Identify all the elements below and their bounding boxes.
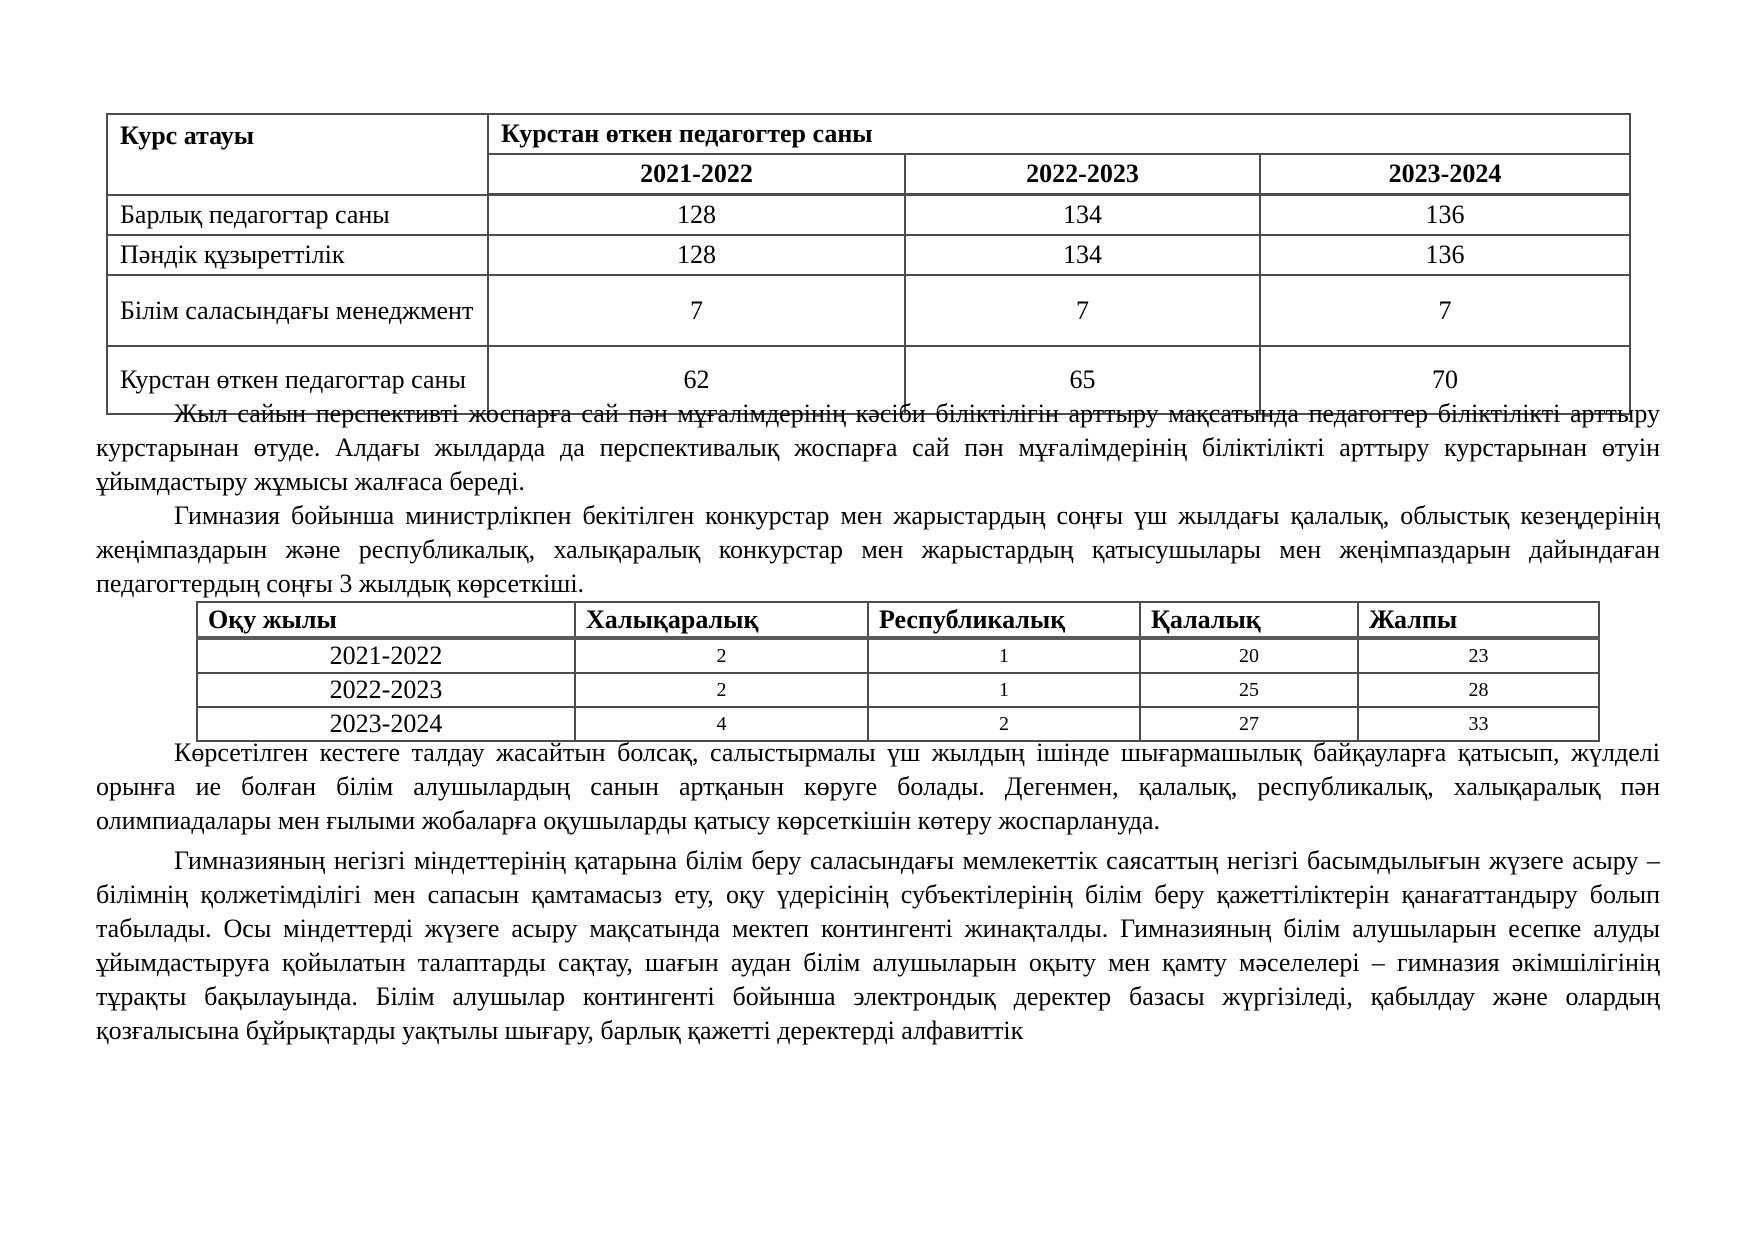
contests-table [196, 601, 1600, 742]
table-row [197, 638, 1599, 673]
table2-year-cell: 2021-2022 [197, 638, 575, 673]
table1-corner-header: Курс атауы [107, 114, 488, 195]
table1-cell: 134 [905, 195, 1260, 236]
table1-row-label: Курстан өткен педагогтар саны [107, 346, 488, 414]
table2-cell: 25 [1140, 673, 1358, 707]
table2-column-header: Оқу жылы [197, 602, 575, 638]
table2-cell: 28 [1358, 673, 1599, 707]
table2-year-cell: 2023-2024 [197, 707, 575, 741]
table1-group-header: Курстан өткен педагогтер саны [488, 114, 1630, 154]
table1-cell: 62 [488, 346, 905, 414]
table2-cell: 1 [868, 638, 1140, 673]
table1-cell: 7 [1260, 275, 1630, 346]
paragraph-contests-intro: Гимназия бойынша министрлікпен бекітілген конкурстар мен жарыстардың соңғы үш жылдағы қалалық, облыстық кезеңдерінің жеңімпаздарын және республикалық, халықаралық конкурстар мен жарыстардың қатысушылары мен жеңімпаздарын дайындаған педагогтердың соңғы 3 жылдық көрсеткіші. [96, 501, 1660, 598]
table2-cell: 2 [575, 673, 868, 707]
table1-year-header: 2023-2024 [1260, 154, 1630, 195]
table-row [107, 195, 1630, 236]
paragraph-table-analysis: Көрсетілген кестеге талдау жасайтын болсақ, салыстырмалы үш жылдың ішінде шығармашылық байқауларға қатысып, жүлделі орынға ие болған білім алушылардың санын артқанын көруге болады. Дегенмен, қалалық, республикалық, халықаралық пән олимпиадалары мен ғылыми жобаларға оқушыларды қатысу көрсеткішін көтеру жоспарлануда. [96, 738, 1660, 835]
table2-cell: 2 [868, 707, 1140, 741]
text-block-courses [96, 397, 1660, 601]
table-row [107, 235, 1630, 275]
table-row [197, 673, 1599, 707]
courses-table [106, 113, 1631, 415]
table2-cell: 33 [1358, 707, 1599, 741]
table1-row-label: Пәндік құзыреттілік [107, 235, 488, 275]
table2-column-header: Халықаралық [575, 602, 868, 638]
table2-cell: 2 [575, 638, 868, 673]
paragraph-gymnasium-tasks: Гимназияның негізгі міндеттерінің қатарына білім беру саласындағы мемлекеттік саясаттың негізгі басымдылығын жүзеге асыру – білімнің қолжетімділігі мен сапасын қамтамасыз ету, оқу үдерісінің субъектілерінің білім беру қажеттіліктерін қанағаттандыру болып табылады. Осы міндеттерді жүзеге асыру мақсатында мектеп контингенті жинақталды. Гимназияның білім алушыларын есепке алуды ұйымдастыруға қойылатын талаптарды сақтау, шағын аудан білім алушыларын оқыту мен қамту мәселелері – гимназия әкімшілігінің тұрақты бақылауында. Білім алушылар контингенті бойынша электрондық деректер базасы жүргізіледі, қабылдау және олардың қозғалысына бұйрықтарды уақтылы шығару, барлық қажетті деректерді алфавиттік [96, 846, 1660, 1045]
table2-header-row [197, 602, 1599, 638]
text-block-analysis [96, 736, 1660, 1048]
table2-cell: 27 [1140, 707, 1358, 741]
table-row [107, 275, 1630, 346]
table2-column-header: Республикалық [868, 602, 1140, 638]
table1-cell: 7 [905, 275, 1260, 346]
table2-cell: 20 [1140, 638, 1358, 673]
table1-cell: 136 [1260, 195, 1630, 236]
table1-header-row [107, 114, 1630, 154]
table2-cell: 1 [868, 673, 1140, 707]
table2-year-cell: 2022-2023 [197, 673, 575, 707]
table1-cell: 70 [1260, 346, 1630, 414]
table1-row-label: Білім саласындағы менеджмент [107, 275, 488, 346]
table1-year-header: 2022-2023 [905, 154, 1260, 195]
table1-cell: 65 [905, 346, 1260, 414]
table1-cell: 134 [905, 235, 1260, 275]
table1-year-header: 2021-2022 [488, 154, 905, 195]
table2-cell: 23 [1358, 638, 1599, 673]
table2-column-header: Қалалық [1140, 602, 1358, 638]
table1-cell: 128 [488, 235, 905, 275]
table1-row-label: Барлық педагогтар саны [107, 195, 488, 236]
paragraph-training-courses: Жыл сайын перспективті жоспарға сай пән мұғалімдерінің кәсіби біліктілігін арттыру мақсатында педагогтер біліктілікті арттыру курстарынан өтуде. Алдағы жылдарда да перспективалық жоспарға сай пән мұғалімдерінің біліктілікті арттыру курстарынан өтуін ұйымдастыру жұмысы жалғаса береді. [96, 399, 1660, 496]
table2-cell: 4 [575, 707, 868, 741]
table2-column-header: Жалпы [1358, 602, 1599, 638]
table1-cell: 7 [488, 275, 905, 346]
table1-cell: 136 [1260, 235, 1630, 275]
table1-cell: 128 [488, 195, 905, 236]
